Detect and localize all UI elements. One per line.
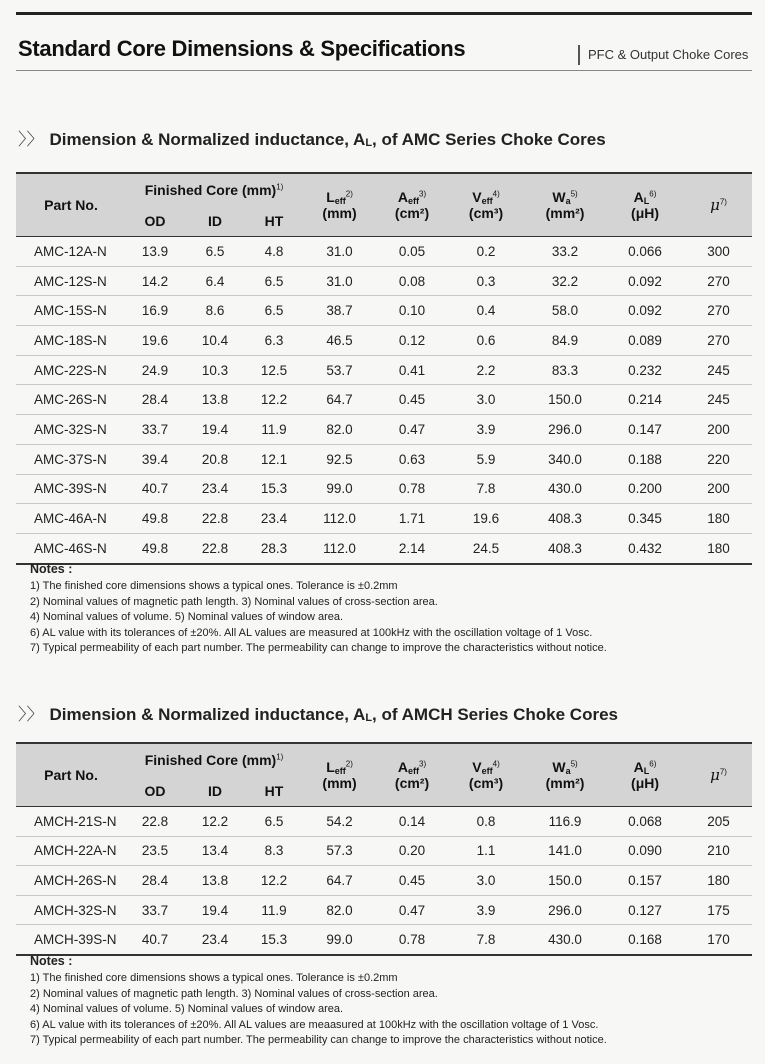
note-line: 6) AL value with its tolerances of ±20%. All AL values are measured at 100kHz with the oscillation voltage of 1 Vosc.	[30, 626, 593, 639]
table-cell: 180	[685, 504, 752, 534]
table-cell: 150.0	[525, 385, 605, 415]
table-cell: 22.8	[126, 807, 184, 837]
table-cell: 39.4	[126, 444, 184, 474]
table-cell: 8.3	[246, 836, 302, 866]
table-row	[16, 895, 752, 925]
part-number-cell: AMC-32S-N	[16, 415, 126, 445]
col-id: ID	[184, 776, 246, 807]
table-cell: 116.9	[525, 807, 605, 837]
table-cell: 12.2	[246, 866, 302, 896]
part-number-cell: AMC-18S-N	[16, 326, 126, 356]
table-cell: 0.200	[605, 474, 685, 504]
table-cell: 23.4	[184, 474, 246, 504]
table-cell: 205	[685, 807, 752, 837]
table-cell: 15.3	[246, 474, 302, 504]
table-cell: 5.9	[447, 444, 525, 474]
table-row	[16, 504, 752, 534]
table-row	[16, 444, 752, 474]
part-number-cell: AMC-15S-N	[16, 296, 126, 326]
table-cell: 0.066	[605, 237, 685, 267]
table-cell: 19.6	[447, 504, 525, 534]
table-row	[16, 385, 752, 415]
table-cell: 28.3	[246, 533, 302, 563]
table-cell: 0.432	[605, 533, 685, 563]
table-cell: 0.4	[447, 296, 525, 326]
part-number-cell: AMCH-39S-N	[16, 925, 126, 955]
table-cell: 0.090	[605, 836, 685, 866]
note-line: 1) The finished core dimensions shows a typical ones. Tolerance is ±0.2mm	[30, 580, 398, 592]
table-cell: 6.5	[184, 237, 246, 267]
table-cell: 57.3	[302, 836, 377, 866]
table-cell: 0.092	[605, 266, 685, 296]
note-line: 4) Nominal values of volume. 5) Nominal values of window area.	[30, 1003, 344, 1015]
table-cell: 6.5	[246, 266, 302, 296]
table-cell: 0.8	[447, 807, 525, 837]
table-cell: 245	[685, 385, 752, 415]
table-cell: 0.14	[377, 807, 447, 837]
table-cell: 0.45	[377, 385, 447, 415]
table-cell: 408.3	[525, 533, 605, 563]
table-row	[16, 326, 752, 356]
table-cell: 2.2	[447, 355, 525, 385]
col-leff: Leff$^{2)}$ (mm)	[302, 173, 377, 237]
table-cell: 7.8	[447, 474, 525, 504]
part-number-cell: AMCH-21S-N	[16, 807, 126, 837]
col-al: AL$^{6)}$ (μH)	[605, 743, 685, 807]
table-cell: 200	[685, 474, 752, 504]
page-title: Standard Core Dimensions & Specifications	[18, 36, 466, 61]
table-cell: 6.4	[184, 266, 246, 296]
table-cell: 22.8	[184, 533, 246, 563]
amc-notes	[30, 562, 750, 657]
table-row	[16, 925, 752, 955]
note-line: 7) Typical permeability of each part number. The permeability can change to improve the characteristics without notice.	[30, 1034, 607, 1046]
table-cell: 82.0	[302, 415, 377, 445]
table-cell: 33.2	[525, 237, 605, 267]
table-cell: 82.0	[302, 895, 377, 925]
table-cell: 33.7	[126, 895, 184, 925]
col-part-no: Part No.	[16, 173, 126, 237]
table-cell: 0.6	[447, 326, 525, 356]
table-cell: 1.1	[447, 836, 525, 866]
part-number-cell: AMC-12S-N	[16, 266, 126, 296]
table-cell: 0.092	[605, 296, 685, 326]
table-cell: 13.9	[126, 237, 184, 267]
col-leff: Leff$^{2)}$ (mm)	[302, 743, 377, 807]
amc-spec-table	[16, 172, 752, 565]
notes-title: Notes :	[30, 954, 73, 968]
table-cell: 430.0	[525, 925, 605, 955]
table-cell: 28.4	[126, 385, 184, 415]
table-cell: 28.4	[126, 866, 184, 896]
table-cell: 0.63	[377, 444, 447, 474]
part-number-cell: AMCH-32S-N	[16, 895, 126, 925]
table-cell: 20.8	[184, 444, 246, 474]
table-cell: 296.0	[525, 415, 605, 445]
col-wa: Wa$^{5)}$ (mm²)	[525, 743, 605, 807]
table-cell: 6.5	[246, 296, 302, 326]
table-row	[16, 866, 752, 896]
table-cell: 83.3	[525, 355, 605, 385]
table-cell: 10.3	[184, 355, 246, 385]
table-cell: 58.0	[525, 296, 605, 326]
note-line: 2) Nominal values of magnetic path length. 3) Nominal values of cross-section area.	[30, 595, 438, 608]
table-cell: 220	[685, 444, 752, 474]
table-cell: 270	[685, 266, 752, 296]
notes-title: Notes :	[30, 562, 73, 576]
chevron-double-icon: 〉〉	[18, 705, 44, 724]
table-cell: 296.0	[525, 895, 605, 925]
table-cell: 31.0	[302, 266, 377, 296]
table-cell: 0.068	[605, 807, 685, 837]
table-cell: 38.7	[302, 296, 377, 326]
table-cell: 84.9	[525, 326, 605, 356]
table-cell: 150.0	[525, 866, 605, 896]
amch-spec-table	[16, 742, 752, 956]
note-line: 2) Nominal values of magnetic path length. 3) Nominal values of cross-section area.	[30, 987, 438, 1000]
table-cell: 200	[685, 415, 752, 445]
col-mu: $\mu^{7)}$	[685, 173, 752, 237]
table-row	[16, 415, 752, 445]
table-cell: 13.4	[184, 836, 246, 866]
table-cell: 0.10	[377, 296, 447, 326]
table-cell: 15.3	[246, 925, 302, 955]
header-rule	[16, 70, 752, 71]
part-number-cell: AMC-46S-N	[16, 533, 126, 563]
table-cell: 112.0	[302, 504, 377, 534]
table-cell: 270	[685, 326, 752, 356]
table-cell: 300	[685, 237, 752, 267]
table-cell: 40.7	[126, 474, 184, 504]
table-cell: 430.0	[525, 474, 605, 504]
table-cell: 6.3	[246, 326, 302, 356]
table-cell: 0.78	[377, 474, 447, 504]
table-cell: 12.2	[246, 385, 302, 415]
table-cell: 180	[685, 866, 752, 896]
col-wa: Wa$^{5)}$ (mm²)	[525, 173, 605, 237]
table-row	[16, 355, 752, 385]
table-cell: 0.05	[377, 237, 447, 267]
table-cell: 19.6	[126, 326, 184, 356]
table-cell: 1.71	[377, 504, 447, 534]
part-number-cell: AMC-26S-N	[16, 385, 126, 415]
page-subtitle: PFC & Output Choke Cores	[588, 47, 749, 62]
table-cell: 210	[685, 836, 752, 866]
table-cell: 0.147	[605, 415, 685, 445]
table-cell: 33.7	[126, 415, 184, 445]
table-cell: 0.08	[377, 266, 447, 296]
table-cell: 49.8	[126, 504, 184, 534]
col-finished-core: Finished Core (mm)$^{1)}$	[126, 743, 302, 776]
note-line: 7) Typical permeability of each part number. The permeability can change to improve the characteristics without notice.	[30, 642, 607, 654]
table-cell: 31.0	[302, 237, 377, 267]
table-cell: 0.188	[605, 444, 685, 474]
table-cell: 0.20	[377, 836, 447, 866]
table-cell: 0.41	[377, 355, 447, 385]
table-cell: 6.5	[246, 807, 302, 837]
table-cell: 40.7	[126, 925, 184, 955]
table-cell: 7.8	[447, 925, 525, 955]
part-number-cell: AMC-37S-N	[16, 444, 126, 474]
table-cell: 54.2	[302, 807, 377, 837]
header-divider	[578, 45, 580, 65]
table-row	[16, 533, 752, 563]
table-cell: 46.5	[302, 326, 377, 356]
table-cell: 22.8	[184, 504, 246, 534]
table-cell: 19.4	[184, 415, 246, 445]
table-row	[16, 474, 752, 504]
table-cell: 170	[685, 925, 752, 955]
page-header	[18, 36, 752, 70]
table-cell: 16.9	[126, 296, 184, 326]
col-id: ID	[184, 206, 246, 237]
table-cell: 0.12	[377, 326, 447, 356]
part-number-cell: AMCH-26S-N	[16, 866, 126, 896]
col-veff: Veff$^{4)}$ (cm³)	[447, 743, 525, 807]
table-cell: 0.214	[605, 385, 685, 415]
table-cell: 13.8	[184, 866, 246, 896]
table-cell: 3.0	[447, 866, 525, 896]
section-heading-amch: 〉〉 Dimension & Normalized inductance, $A_L$, of AMCH Series Choke Cores	[18, 705, 618, 724]
table-cell: 0.345	[605, 504, 685, 534]
table-cell: 175	[685, 895, 752, 925]
col-mu: $\mu^{7)}$	[685, 743, 752, 807]
table-cell: 23.4	[246, 504, 302, 534]
table-row	[16, 836, 752, 866]
table-cell: 180	[685, 533, 752, 563]
table-cell: 0.45	[377, 866, 447, 896]
col-part-no: Part No.	[16, 743, 126, 807]
table-cell: 14.2	[126, 266, 184, 296]
table-cell: 0.089	[605, 326, 685, 356]
table-cell: 32.2	[525, 266, 605, 296]
part-number-cell: AMC-22S-N	[16, 355, 126, 385]
table-cell: 10.4	[184, 326, 246, 356]
table-cell: 64.7	[302, 866, 377, 896]
table-cell: 141.0	[525, 836, 605, 866]
table-row	[16, 237, 752, 267]
part-number-cell: AMC-12A-N	[16, 237, 126, 267]
table-cell: 0.2	[447, 237, 525, 267]
table-cell: 3.0	[447, 385, 525, 415]
table-cell: 270	[685, 296, 752, 326]
col-al: AL$^{6)}$ (μH)	[605, 173, 685, 237]
col-od: OD	[126, 776, 184, 807]
table-cell: 53.7	[302, 355, 377, 385]
table-cell: 11.9	[246, 415, 302, 445]
table-cell: 19.4	[184, 895, 246, 925]
col-od: OD	[126, 206, 184, 237]
part-number-cell: AMC-46A-N	[16, 504, 126, 534]
amch-notes	[30, 954, 750, 1049]
top-rule	[16, 12, 752, 15]
col-ht: HT	[246, 206, 302, 237]
table-cell: 99.0	[302, 474, 377, 504]
section-heading-amc: 〉〉 Dimension & Normalized inductance, $A_L$, of AMC Series Choke Cores	[18, 130, 606, 149]
table-row	[16, 266, 752, 296]
note-line: 1) The finished core dimensions shows a typical ones. Tolerance is ±0.2mm	[30, 972, 398, 984]
part-number-cell: AMCH-22A-N	[16, 836, 126, 866]
table-row	[16, 296, 752, 326]
table-cell: 23.5	[126, 836, 184, 866]
table-cell: 8.6	[184, 296, 246, 326]
table-cell: 0.168	[605, 925, 685, 955]
table-cell: 245	[685, 355, 752, 385]
col-ht: HT	[246, 776, 302, 807]
col-veff: Veff$^{4)}$ (cm³)	[447, 173, 525, 237]
table-cell: 4.8	[246, 237, 302, 267]
table-cell: 0.47	[377, 895, 447, 925]
table-cell: 340.0	[525, 444, 605, 474]
note-line: 4) Nominal values of volume. 5) Nominal values of window area.	[30, 611, 344, 623]
table-cell: 0.232	[605, 355, 685, 385]
table-cell: 12.1	[246, 444, 302, 474]
table-cell: 12.2	[184, 807, 246, 837]
part-number-cell: AMC-39S-N	[16, 474, 126, 504]
table-cell: 3.9	[447, 415, 525, 445]
col-finished-core: Finished Core (mm)$^{1)}$	[126, 173, 302, 206]
table-cell: 24.5	[447, 533, 525, 563]
note-line: 6) AL value with its tolerances of ±20%. All AL values are meaasured at 100kHz with the oscillation voltage of 1 Vosc.	[30, 1018, 599, 1031]
table-cell: 99.0	[302, 925, 377, 955]
table-cell: 64.7	[302, 385, 377, 415]
table-cell: 0.3	[447, 266, 525, 296]
table-cell: 23.4	[184, 925, 246, 955]
table-cell: 0.47	[377, 415, 447, 445]
col-aeff: Aeff$^{3)}$ (cm²)	[377, 173, 447, 237]
table-cell: 112.0	[302, 533, 377, 563]
table-cell: 13.8	[184, 385, 246, 415]
table-cell: 24.9	[126, 355, 184, 385]
table-cell: 92.5	[302, 444, 377, 474]
col-aeff: Aeff$^{3)}$ (cm²)	[377, 743, 447, 807]
chevron-double-icon: 〉〉	[18, 130, 44, 149]
table-cell: 11.9	[246, 895, 302, 925]
table-cell: 2.14	[377, 533, 447, 563]
table-cell: 49.8	[126, 533, 184, 563]
table-cell: 408.3	[525, 504, 605, 534]
table-cell: 12.5	[246, 355, 302, 385]
table-cell: 0.127	[605, 895, 685, 925]
table-cell: 0.157	[605, 866, 685, 896]
table-cell: 3.9	[447, 895, 525, 925]
table-cell: 0.78	[377, 925, 447, 955]
table-row	[16, 807, 752, 837]
